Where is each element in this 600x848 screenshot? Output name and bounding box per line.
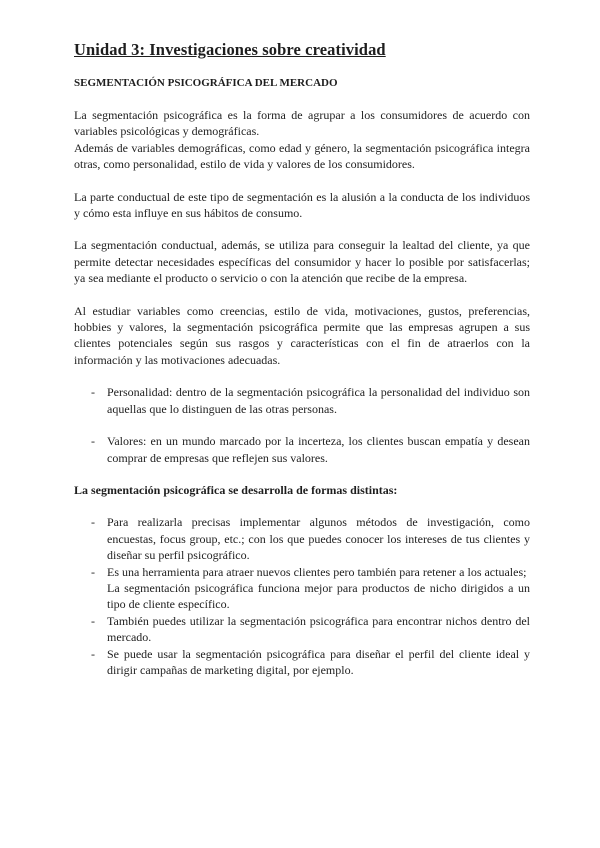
traits-list [74,384,530,466]
document-page [74,40,530,678]
list-item [74,564,530,613]
section-heading: SEGMENTACIÓN PSICOGRÁFICA DEL MERCADO [74,77,338,89]
dash-bullet: - [91,434,95,449]
dash-bullet: - [91,564,95,579]
paragraph: La segmentación psicográfica es la forma de agrupar a los consumidores de acuerdo con variables psicológicas y demográficas. [74,108,530,139]
list-item-text: Se puede usar la segmentación psicográfica para diseñar el perfil del cliente ideal y dirigir campañas de marketing digital, por ejemplo. [107,646,530,677]
list-item-text: Personalidad: dentro de la segmentación psicográfica la personalidad del individuo son aquellas que lo distinguen de las otras personas. [107,385,530,416]
methods-list [74,514,530,678]
page-title: Unidad 3: Investigaciones sobre creatividad [74,40,386,59]
dash-bullet: - [91,613,95,628]
dash-bullet: - [91,385,95,400]
list-item [74,433,530,466]
list-item [74,514,530,563]
list-item-text: Valores: en un mundo marcado por la incerteza, los clientes buscan empatía y desean comprar de empresas que reflejen sus valores. [107,434,530,465]
paragraph: Además de variables demográficas, como edad y género, la segmentación psicográfica integra otras, como personalidad, estilo de vida y valores de los consumidores. [74,140,530,172]
subheading: La segmentación psicográfica se desarrolla de formas distintas: [74,482,398,497]
list-item [74,384,530,417]
dash-bullet: - [91,515,95,530]
list-item-text: También puedes utilizar la segmentación psicográfica para encontrar nichos dentro del mercado. [107,613,530,645]
list-item-continuation: La segmentación psicográfica funciona mejor para productos de nicho dirigidos a un tipo de cliente específico. [107,580,530,612]
paragraph: La segmentación conductual, además, se utiliza para conseguir la lealtad del cliente, ya que permite detectar necesidades específicas del consumidor y hacer lo posible por satisfacerlas; ya sea mediante el producto o servicio o con la atención que recibe de la empresa. [74,238,530,286]
paragraph: Al estudiar variables como creencias, estilo de vida, motivaciones, gustos, preferencias, hobbies y valores, la segmentación psicográfica permite que las empresas agrupen a sus clientes potenciales según sus rasgos y características con el fin de atraerlos con la información y las motivaciones adecuadas. [74,303,530,367]
list-item-text: Para realizarla precisas implementar algunos métodos de investigación, como encuestas, focus group, etc.; con los que puedes conocer los intereses de tus clientes y diseñar su perfil psicográfico. [107,515,530,563]
list-item-text: Es una herramienta para atraer nuevos clientes pero también para retener a los actuales; [107,564,527,579]
list-item [74,646,530,679]
paragraph: La parte conductual de este tipo de segmentación es la alusión a la conducta de los individuos y cómo esta influye en sus hábitos de consumo. [74,189,530,221]
dash-bullet: - [91,646,95,661]
list-item [74,613,530,646]
